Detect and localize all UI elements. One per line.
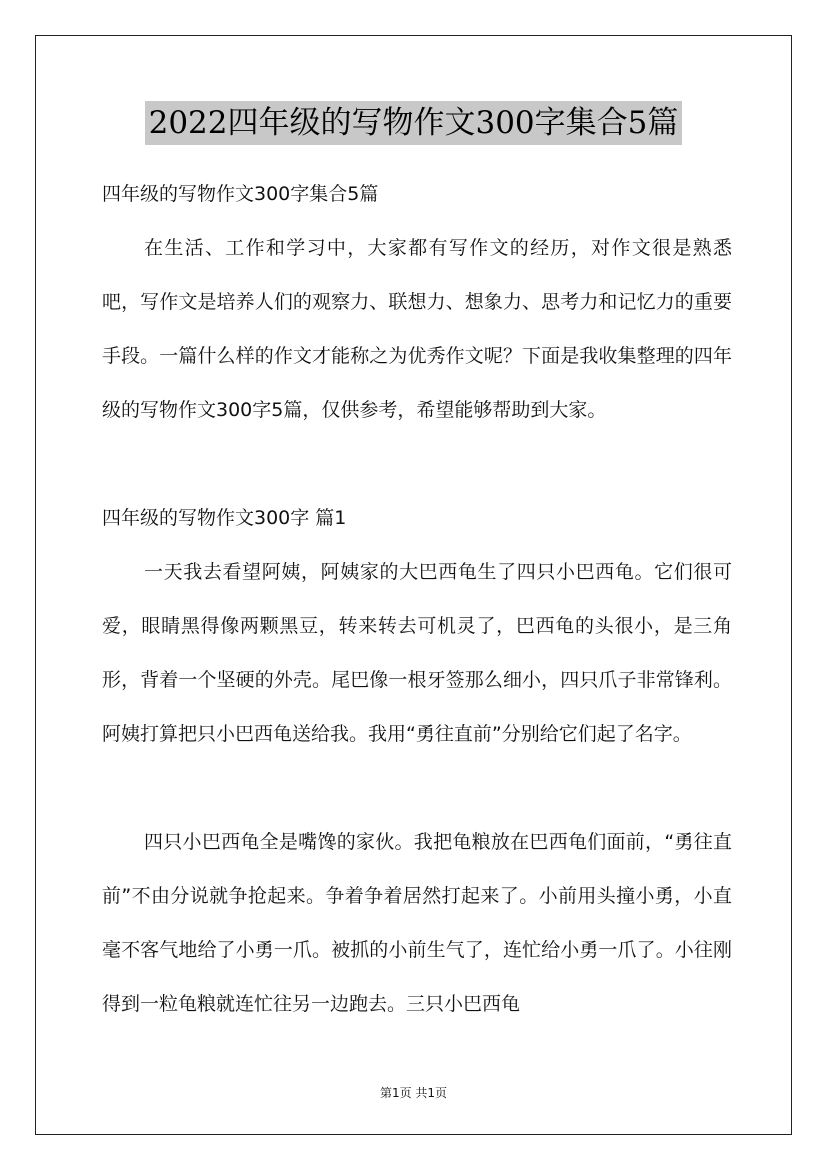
page-number: 第1页 共1页 bbox=[379, 1086, 448, 1100]
section-heading: 四年级的写物作文300字 篇1 bbox=[102, 507, 347, 529]
intro-paragraph: 在生活、工作和学习中，大家都有写作文的经历，对作文很是熟悉吧，写作文是培养人们的观察力、联想力、想象力、思考力和记忆力的重要手段。一篇什么样的作文才能称之为优秀作文呢？下面是我收集整理的四年级的写物作文300字5篇，仅供参考，希望能够帮助到大家。 bbox=[102, 237, 732, 421]
document-title-wrap bbox=[0, 101, 827, 145]
page-footer bbox=[0, 1084, 827, 1101]
document-title: 2022四年级的写物作文300字集合5篇 bbox=[145, 101, 683, 145]
body-paragraph-2: 四只小巴西龟全是嘴馋的家伙。我把龟粮放在巴西龟们面前，“勇往直前”不由分说就争抢起来。争着争着居然打起来了。小前用头撞小勇，小直毫不客气地给了小勇一爪。被抓的小前生气了，连忙给小勇一爪了。小往刚得到一粒龟粮就连忙往另一边跑去。三只小巴西龟 bbox=[102, 831, 732, 1015]
subtitle: 四年级的写物作文300字集合5篇 bbox=[102, 183, 379, 205]
body-paragraph-1: 一天我去看望阿姨，阿姨家的大巴西龟生了四只小巴西龟。它们很可爱，眼睛黑得像两颗黑豆，转来转去可机灵了，巴西龟的头很小，是三角形，背着一个坚硬的外壳。尾巴像一根牙签那么细小，四只爪子非常锋利。阿姨打算把只小巴西龟送给我。我用“勇往直前”分别给它们起了名字。 bbox=[102, 561, 732, 745]
